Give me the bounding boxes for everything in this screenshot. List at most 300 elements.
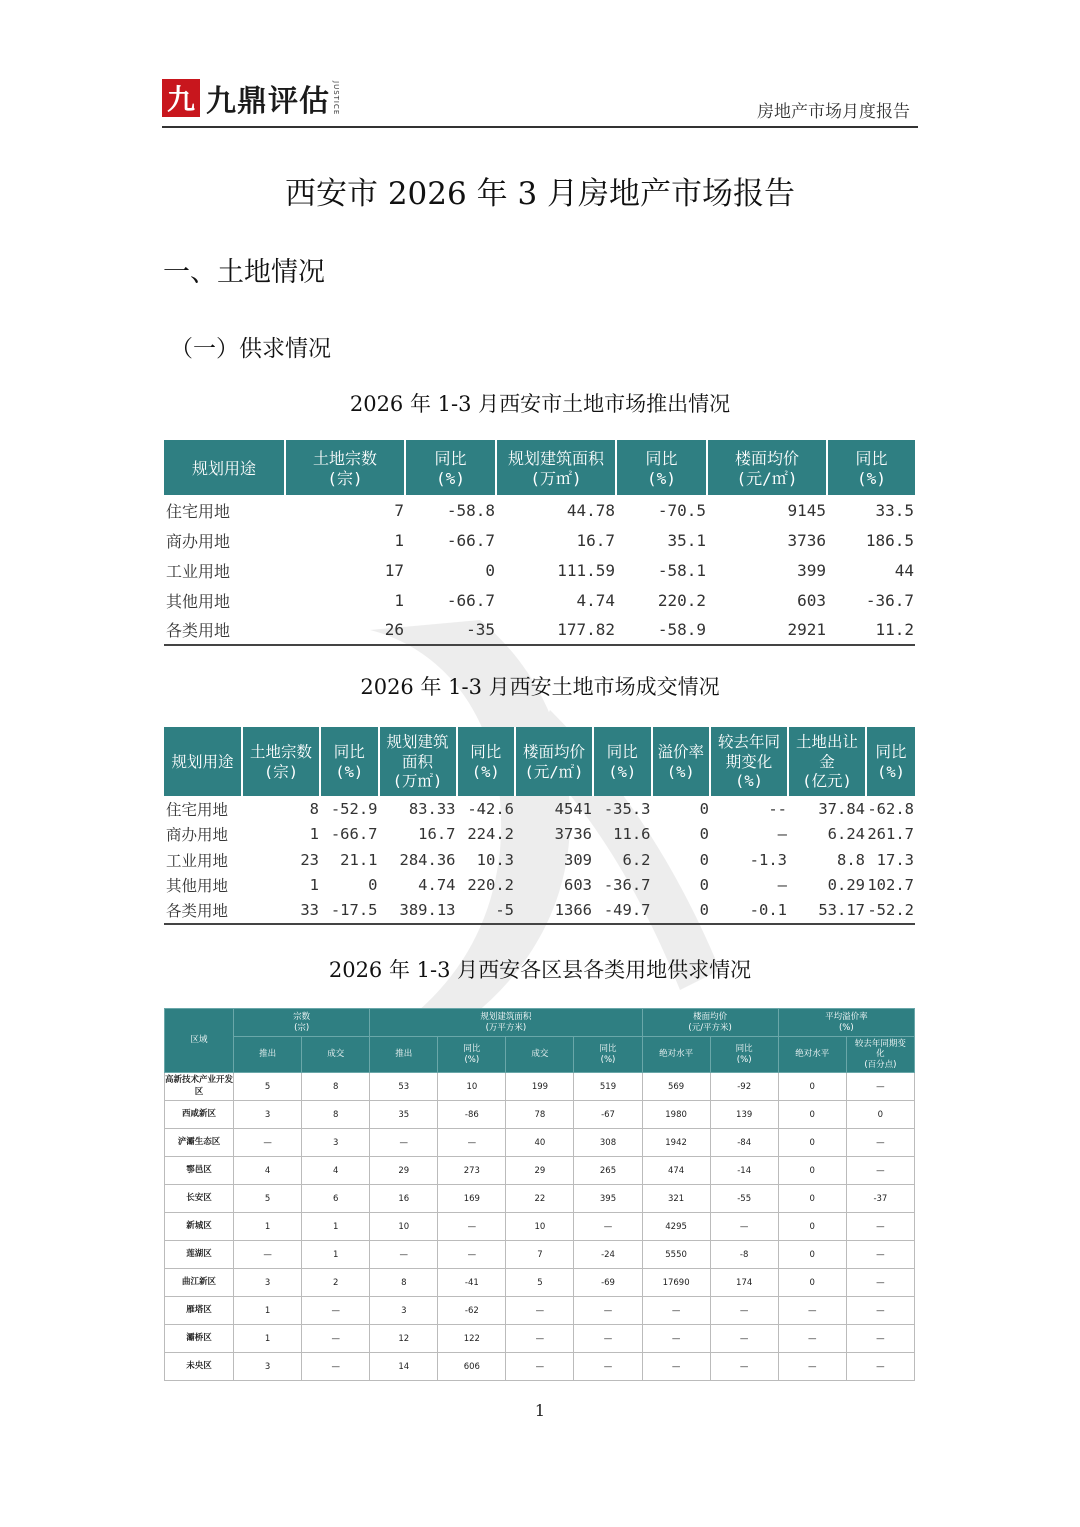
table-cell: 53: [370, 1073, 438, 1101]
table2-caption: 2026 年 1-3 月西安土地市场成交情况: [360, 675, 720, 699]
table-cell: 3: [370, 1297, 438, 1325]
district-name: 鄠邑区: [165, 1157, 234, 1185]
table-cell: 1: [234, 1213, 302, 1241]
row-label: 商办用地: [166, 531, 231, 551]
table-cell: -36.7: [603, 876, 651, 895]
table-cell: —: [506, 1353, 574, 1381]
table-cell: 220.2: [467, 876, 514, 895]
table-cell: -52.2: [866, 898, 915, 924]
header-line: (%): [335, 762, 364, 781]
table-row: [164, 822, 915, 848]
header-line: 推出: [259, 1049, 277, 1060]
table-cell: —: [302, 1325, 370, 1353]
table-cell: —: [710, 1297, 778, 1325]
table-row: [165, 1129, 915, 1157]
table-cell: 1: [302, 1213, 370, 1241]
header-line: 同比: [606, 743, 638, 762]
table-cell: —: [438, 1129, 506, 1157]
table-cell: —: [234, 1129, 302, 1157]
table-cell: —: [574, 1325, 642, 1353]
table-row: [164, 873, 915, 899]
table-cell: 0: [699, 799, 709, 818]
table-cell: —: [302, 1297, 370, 1325]
table-cell: 474: [642, 1157, 710, 1185]
table-cell: 53.17: [788, 898, 866, 924]
header-line: 绝对水平: [795, 1049, 830, 1060]
table-cell: —: [506, 1325, 574, 1353]
table-cell: 1: [309, 825, 319, 844]
header-line: 楼面均价: [522, 743, 585, 762]
column-subheader: [574, 1037, 642, 1073]
table-cell: 17690: [642, 1269, 710, 1297]
header-line: 面积: [401, 752, 433, 771]
table-cell: 273: [438, 1157, 506, 1185]
row-label: 各类用地: [164, 898, 242, 924]
table-row: [164, 898, 915, 924]
table-cell: —: [846, 1241, 914, 1269]
header-line: 同比: [855, 448, 888, 468]
page-number: 1: [534, 1401, 546, 1420]
table-cell: 389.13: [379, 898, 457, 924]
header-line: (%): [735, 772, 763, 791]
table-cell: 33.5: [875, 500, 914, 520]
table-cell: 9145: [787, 500, 826, 520]
district-name: 长安区: [165, 1185, 234, 1213]
table-cell: 0: [778, 1185, 846, 1213]
table-cell: 11.2: [827, 615, 915, 645]
district-name: 新城区: [165, 1213, 234, 1241]
header-line: 楼面均价: [734, 448, 799, 468]
row-label: 商办用地: [166, 826, 229, 845]
header-line: 规划建筑: [386, 733, 449, 752]
table-cell: 0: [652, 898, 711, 924]
table-cell: —: [370, 1129, 438, 1157]
header-line: 同比: [463, 1044, 481, 1055]
table-cell: 0: [485, 560, 495, 580]
column-group-header: [642, 1009, 778, 1037]
table-cell: 1366: [515, 898, 593, 924]
table-cell: 21.1: [340, 850, 378, 869]
table1-caption: 2026 年 1-3 月西安市土地市场推出情况: [349, 392, 731, 416]
table-cell: 29: [506, 1157, 574, 1185]
table-cell: —: [234, 1241, 302, 1269]
table-cell: —: [438, 1241, 506, 1269]
table-cell: -1.3: [749, 850, 787, 869]
header-line: 推出: [395, 1049, 413, 1060]
table-cell: 17.3: [876, 850, 914, 869]
table-row: [165, 1269, 915, 1297]
header-line: 同比: [470, 743, 502, 762]
table-row: [165, 1297, 915, 1325]
table-cell: 1942: [642, 1129, 710, 1157]
table-cell: 606: [438, 1353, 506, 1381]
column-subheader: [506, 1037, 574, 1073]
table-cell: 1: [234, 1325, 302, 1353]
table3-caption: 2026 年 1-3 月西安各区县各类用地供求情况: [328, 958, 752, 982]
table-cell: 603: [564, 876, 592, 895]
table-cell: 83.33: [408, 799, 456, 818]
table-cell: 29: [370, 1157, 438, 1185]
table-cell: 2921: [707, 615, 827, 645]
header-line: 同比: [333, 743, 365, 762]
header-line: (宗): [263, 762, 299, 781]
district-name: 浐灞生态区: [165, 1129, 234, 1157]
table-row: [165, 1325, 915, 1353]
table-cell: —: [710, 1325, 778, 1353]
table-cell: 0.29: [827, 876, 865, 895]
table-cell: 284.36: [399, 850, 456, 869]
table-cell: 37.84: [818, 799, 865, 818]
header-line: (百分点): [864, 1059, 897, 1070]
table-cell: 0: [778, 1073, 846, 1101]
table-cell: -0.1: [710, 898, 788, 924]
row-label: 住宅用地: [166, 800, 229, 819]
header-line: 同比: [875, 743, 907, 762]
table-cell: —: [846, 1157, 914, 1185]
column-subheader: [846, 1037, 914, 1073]
header-line: 同比: [645, 448, 678, 468]
table-cell: 0: [368, 876, 378, 895]
header-line: 同比: [735, 1044, 753, 1055]
column-header: [788, 728, 866, 796]
table-cell: -24: [574, 1241, 642, 1269]
header-row: [164, 441, 915, 495]
group-unit: (%): [838, 1022, 854, 1033]
group-label: 楼面均价: [693, 1012, 728, 1023]
table-cell: 169: [438, 1185, 506, 1213]
table-cell: —: [778, 1325, 846, 1353]
table-cell: 22: [506, 1185, 574, 1213]
table-cell: 7: [394, 500, 404, 520]
table-cell: 174: [710, 1269, 778, 1297]
row-label: 其他用地: [166, 877, 229, 896]
table-cell: 199: [506, 1073, 574, 1101]
column-subheader: [234, 1037, 302, 1073]
header-line: 溢价率: [657, 743, 704, 762]
table-cell: —: [846, 1353, 914, 1381]
document-title: 西安市 2026 年 3 月房地产市场报告: [284, 176, 796, 212]
section-heading: 一、土地情况: [163, 257, 325, 288]
group-label: 规划建筑面积: [480, 1012, 532, 1023]
table-cell: —: [574, 1353, 642, 1381]
column-header: [866, 728, 915, 796]
table-cell: 0: [846, 1101, 914, 1129]
table-cell: -17.5: [320, 898, 379, 924]
land-supply-table: [164, 440, 915, 646]
header-line: 较去年同: [717, 733, 780, 752]
table-cell: 0: [778, 1157, 846, 1185]
table-row: [164, 555, 915, 585]
table-cell: 8: [302, 1073, 370, 1101]
group-label: 平均溢价率: [825, 1012, 868, 1023]
header-line: 成交: [327, 1049, 345, 1060]
header-line: (万㎡): [392, 772, 443, 791]
table-cell: 23: [300, 850, 319, 869]
table-row: [164, 525, 915, 555]
table-cell: 111.59: [557, 560, 615, 580]
table-row: [164, 796, 915, 822]
table-cell: 1: [309, 876, 319, 895]
table-cell: —: [438, 1213, 506, 1241]
table-cell: -69: [574, 1269, 642, 1297]
column-header: [164, 728, 242, 796]
header-line: (%): [857, 468, 886, 488]
table-cell: -58.1: [657, 560, 706, 580]
table-cell: -35: [405, 615, 496, 645]
table-cell: 1: [302, 1241, 370, 1269]
column-header: [652, 728, 711, 796]
table-cell: —: [777, 876, 787, 895]
table-cell: 8.8: [837, 850, 865, 869]
group-unit: (宗): [294, 1022, 310, 1033]
table-cell: 10.3: [476, 850, 514, 869]
table-row: [164, 495, 915, 525]
table-row: [165, 1213, 915, 1241]
table-cell: 17: [384, 560, 404, 580]
table-cell: -36.7: [865, 590, 914, 610]
table-cell: 16.7: [576, 530, 615, 550]
row-label: 住宅用地: [166, 501, 231, 521]
table-cell: 10: [438, 1073, 506, 1101]
column-header: [164, 441, 285, 495]
column-header: [827, 441, 915, 495]
header-line: 规划用途: [191, 458, 256, 478]
row-label: 工业用地: [166, 561, 231, 581]
table-cell: 14: [370, 1353, 438, 1381]
table-cell: 1: [234, 1297, 302, 1325]
column-subheader: [370, 1037, 438, 1073]
table-cell: -49.7: [593, 898, 652, 924]
column-header: [616, 441, 707, 495]
header-line: 土地出让: [795, 733, 858, 752]
column-group-header: [370, 1009, 642, 1037]
header-line: (%): [647, 468, 676, 488]
table-cell: 16: [370, 1185, 438, 1213]
table-cell: —: [846, 1213, 914, 1241]
header-line: (%): [608, 762, 637, 781]
table-cell: 308: [574, 1129, 642, 1157]
table-cell: 7: [506, 1241, 574, 1269]
group-label: 宗数: [293, 1012, 311, 1023]
table-cell: 186.5: [865, 530, 914, 550]
table-cell: —: [574, 1297, 642, 1325]
header-line: (元/㎡): [736, 468, 798, 488]
table-cell: -66.7: [330, 825, 378, 844]
land-transaction-table: [164, 727, 915, 925]
header-line: 同比: [434, 448, 467, 468]
column-header: [593, 728, 652, 796]
table-cell: 603: [797, 590, 826, 610]
table-row: [165, 1157, 915, 1185]
table-cell: -84: [710, 1129, 778, 1157]
column-header-district: 区域: [165, 1009, 234, 1073]
table-cell: —: [777, 825, 787, 844]
table-cell: 6: [302, 1185, 370, 1213]
table-cell: 0: [778, 1129, 846, 1157]
logo-text: 九鼎评估: [206, 84, 330, 119]
table-row: [165, 1073, 915, 1101]
table-cell: -62.8: [867, 799, 914, 818]
header-line: 土地宗数: [249, 743, 312, 762]
header-line: (亿元): [802, 772, 852, 791]
table-cell: —: [846, 1269, 914, 1297]
table-cell: —: [642, 1297, 710, 1325]
table-cell: —: [710, 1353, 778, 1381]
district-name: 未央区: [165, 1353, 234, 1381]
table-cell: -92: [710, 1073, 778, 1101]
table-cell: 4541: [554, 799, 592, 818]
row-label: 其他用地: [166, 591, 231, 611]
table-cell: 1: [394, 590, 404, 610]
column-header: [496, 441, 616, 495]
table-cell: 12: [370, 1325, 438, 1353]
table-cell: 3: [302, 1129, 370, 1157]
header-line: 较去年同期变: [854, 1039, 906, 1050]
table-cell: 1: [394, 530, 404, 550]
header-line: (%): [877, 762, 905, 781]
header-line: 化: [876, 1049, 885, 1060]
table-cell: 4: [302, 1157, 370, 1185]
table-cell: --: [768, 799, 787, 818]
table-cell: 3: [234, 1353, 302, 1381]
table-row: [165, 1185, 915, 1213]
subsection-heading: （一）供求情况: [170, 336, 331, 362]
table-row: [165, 1241, 915, 1269]
header-line: (%): [436, 468, 465, 488]
table-cell: 2: [302, 1269, 370, 1297]
column-header: [285, 441, 405, 495]
header-line: (万㎡): [530, 468, 582, 488]
table-cell: 0: [699, 825, 709, 844]
header-line: (%): [471, 762, 500, 781]
district-name: 灞桥区: [165, 1325, 234, 1353]
logo-subtext: JUSTICE: [332, 80, 340, 116]
table-cell: 8: [309, 799, 319, 818]
header-line: 成交: [531, 1049, 549, 1060]
table-cell: 122: [438, 1325, 506, 1353]
table-cell: -35.3: [603, 799, 651, 818]
column-header: [710, 728, 788, 796]
table-cell: 35.1: [667, 530, 706, 550]
table-cell: —: [642, 1325, 710, 1353]
table-cell: 0: [778, 1241, 846, 1269]
column-header: [457, 728, 516, 796]
table-cell: —: [506, 1297, 574, 1325]
table-cell: 26: [285, 615, 405, 645]
company-logo: [162, 76, 340, 120]
header-line: 同比: [599, 1044, 617, 1055]
table-cell: 8: [302, 1101, 370, 1129]
table-cell: 44: [894, 560, 914, 580]
table-cell: 6.24: [827, 825, 865, 844]
header-row: [164, 728, 915, 796]
table-cell: 10: [370, 1213, 438, 1241]
column-header: [320, 728, 379, 796]
table-cell: 5: [234, 1073, 302, 1101]
column-subheader: [302, 1037, 370, 1073]
table-cell: 139: [710, 1101, 778, 1129]
table-cell: 0: [778, 1101, 846, 1129]
table-cell: -67: [574, 1101, 642, 1129]
table-cell: -55: [710, 1185, 778, 1213]
column-group-header: [234, 1009, 370, 1037]
table-cell: 3736: [554, 825, 592, 844]
table-cell: 35: [370, 1101, 438, 1129]
table-cell: 519: [574, 1073, 642, 1101]
header-line: (元/㎡): [524, 762, 584, 781]
table-cell: 5: [234, 1185, 302, 1213]
table-cell: -37: [846, 1185, 914, 1213]
table-cell: 224.2: [467, 825, 514, 844]
table-cell: 261.7: [867, 825, 914, 844]
header-line: 金: [819, 752, 835, 771]
column-header: [707, 441, 827, 495]
table-cell: 11.6: [613, 825, 651, 844]
table-cell: 0: [778, 1269, 846, 1297]
table-row: [164, 847, 915, 873]
table-cell: 4295: [642, 1213, 710, 1241]
table-cell: 44.78: [566, 500, 615, 520]
table-cell: 6.2: [622, 850, 651, 869]
table-cell: —: [302, 1353, 370, 1381]
table-cell: 8: [370, 1269, 438, 1297]
table-cell: 33: [242, 898, 320, 924]
table-cell: 569: [642, 1073, 710, 1101]
table-cell: -52.9: [330, 799, 378, 818]
table-cell: 10: [506, 1213, 574, 1241]
row-label: 工业用地: [166, 851, 229, 870]
district-name: 高新技术产业开发区: [165, 1073, 234, 1101]
column-subheader: [642, 1037, 710, 1073]
table-cell: 220.2: [657, 590, 706, 610]
table-cell: 102.7: [867, 876, 914, 895]
table-row: [164, 615, 915, 645]
header-row: [165, 1009, 915, 1037]
group-unit: (元/平方米): [688, 1022, 732, 1033]
table-row: [165, 1353, 915, 1381]
table-cell: 0: [699, 876, 709, 895]
header-line: (宗): [327, 468, 363, 488]
table-row: [165, 1101, 915, 1129]
table-cell: -66.7: [446, 530, 495, 550]
table-cell: —: [710, 1213, 778, 1241]
header-line: (%): [600, 1054, 616, 1065]
column-header: [242, 728, 320, 796]
column-group-header: [778, 1009, 914, 1037]
table-cell: 177.82: [496, 615, 616, 645]
table-row: [164, 585, 915, 615]
table-cell: 309: [564, 850, 592, 869]
page-header: [162, 70, 918, 128]
table-cell: 265: [574, 1157, 642, 1185]
subheader-row: [165, 1037, 915, 1073]
table-cell: -86: [438, 1101, 506, 1129]
table-cell: 16.7: [418, 825, 456, 844]
district-name: 雁塔区: [165, 1297, 234, 1325]
header-line: (%): [736, 1054, 752, 1065]
header-line: 规划用途: [171, 752, 234, 771]
header-line: 土地宗数: [312, 448, 377, 468]
table-cell: -70.5: [657, 500, 706, 520]
row-label: 各类用地: [164, 615, 285, 645]
table-cell: —: [846, 1073, 914, 1101]
table-cell: -66.7: [446, 590, 495, 610]
table-cell: —: [846, 1297, 914, 1325]
group-unit: (万平方米): [485, 1022, 527, 1033]
table-cell: —: [846, 1325, 914, 1353]
table-cell: —: [370, 1241, 438, 1269]
table-cell: 40: [506, 1129, 574, 1157]
